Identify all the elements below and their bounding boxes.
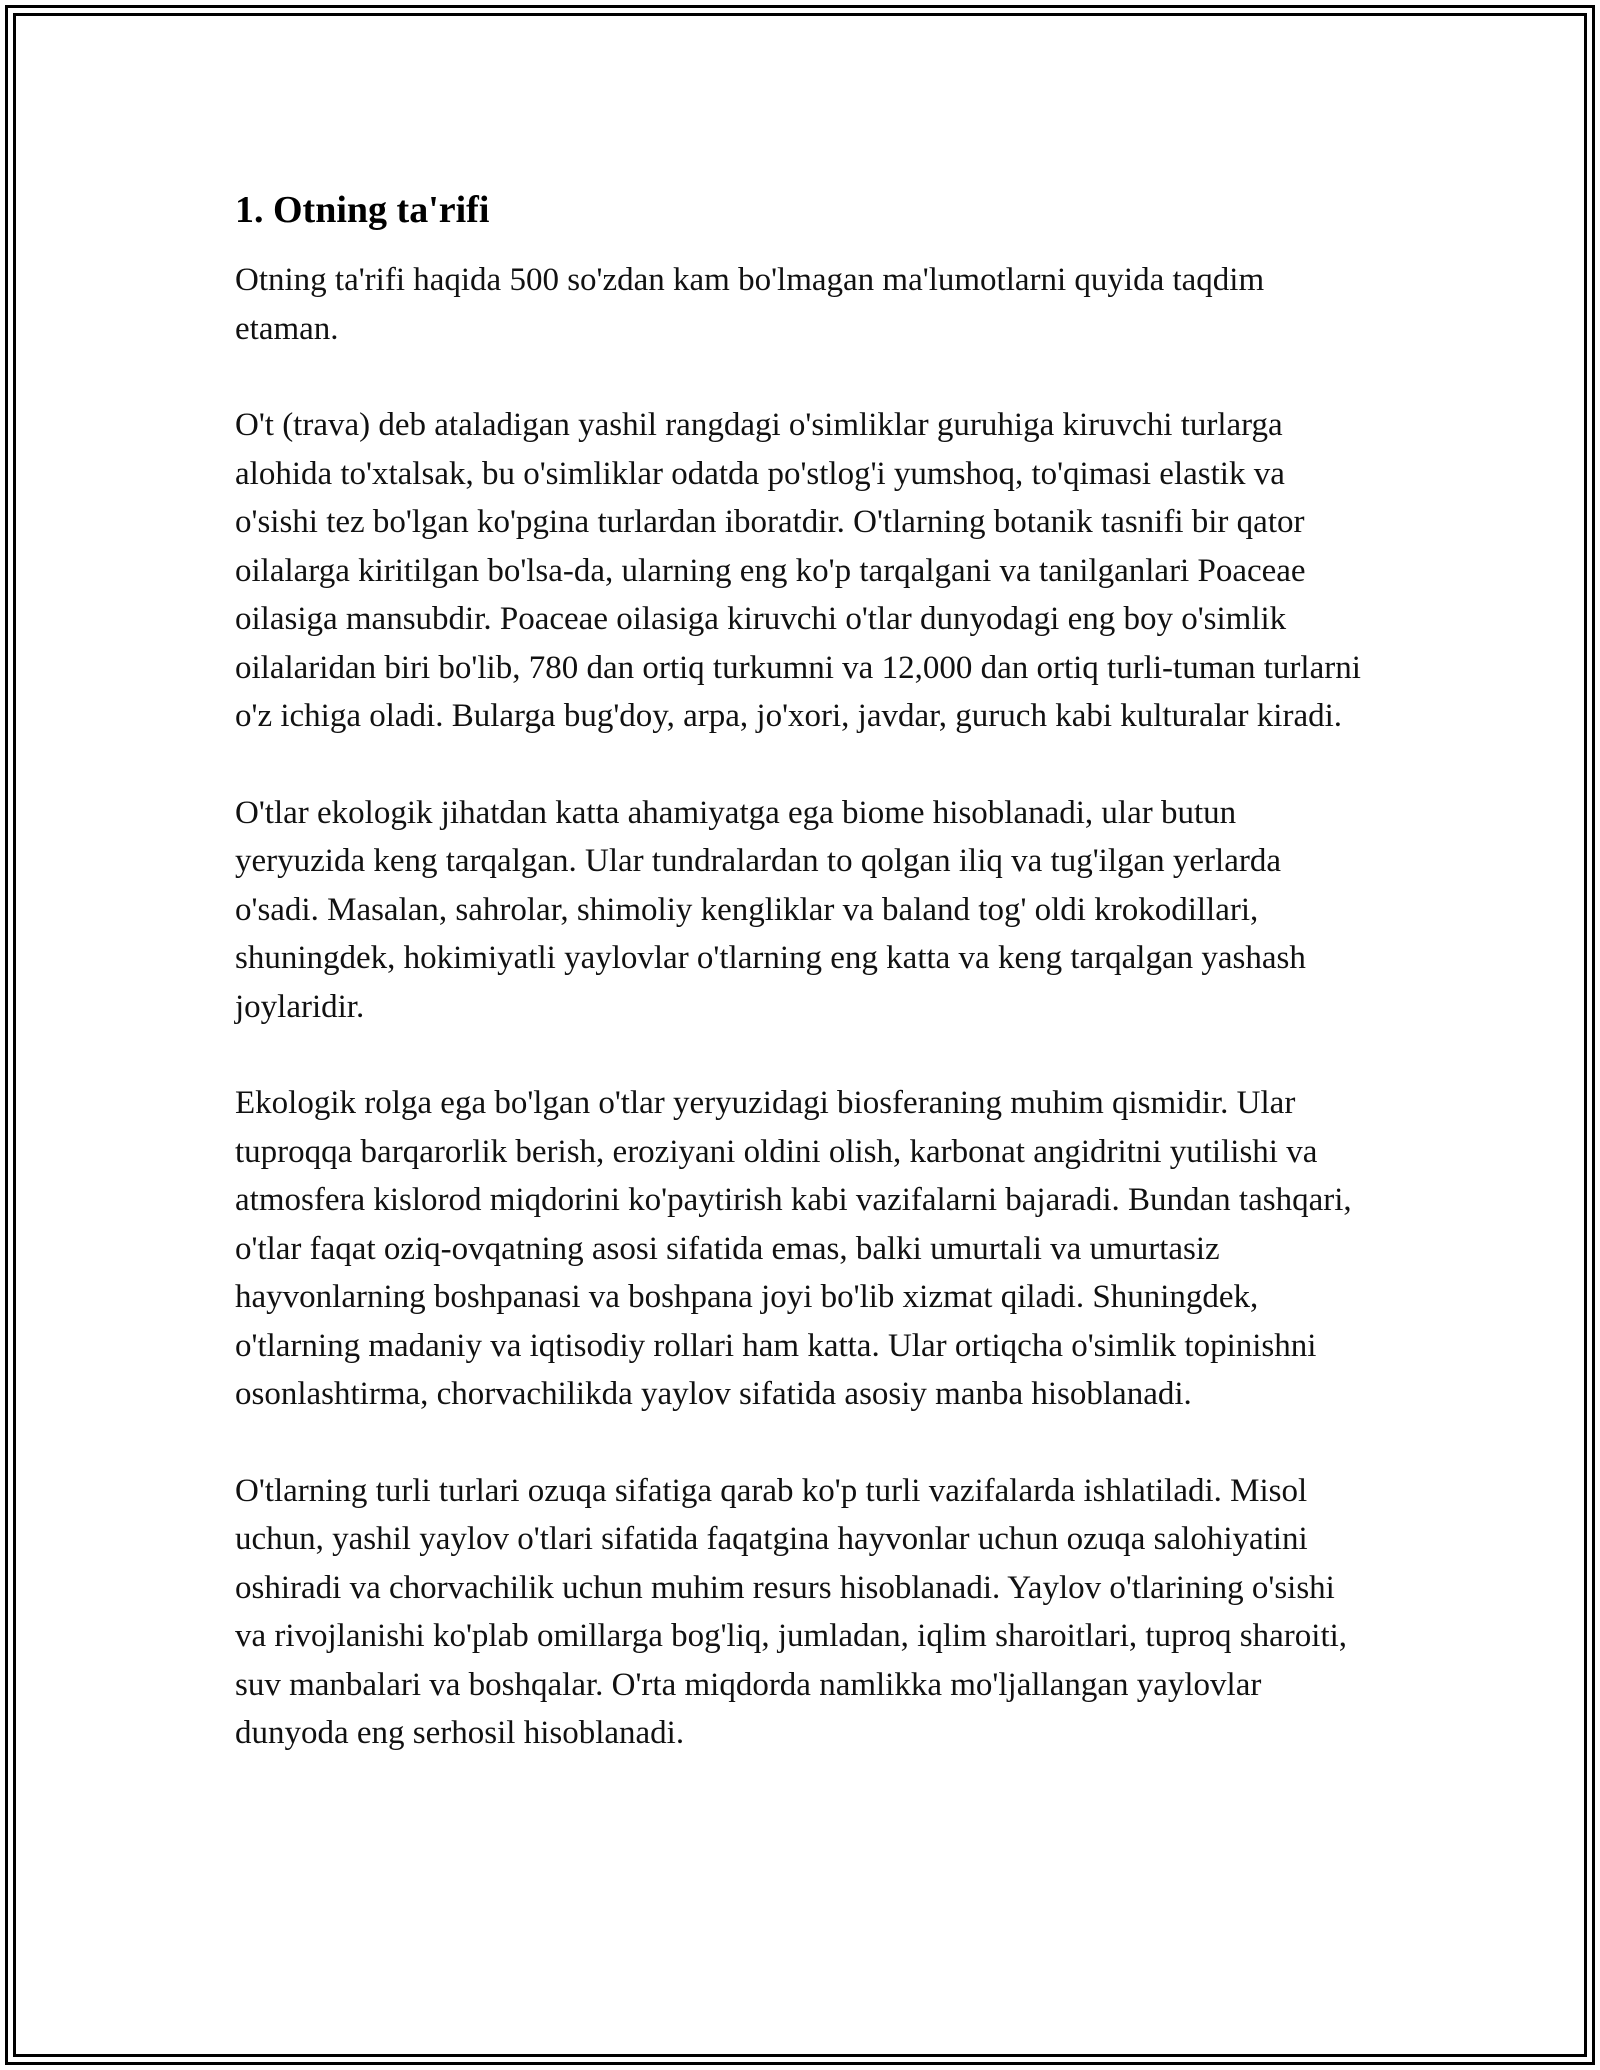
paragraph-ecological-role: Ekologik rolga ega bo'lgan o'tlar yeryuzidagi biosferaning muhim qismidir. Ular tuproqqa barqarorlik berish, eroziyani oldini olish, karbonat angidritni yutilishi va atmosfera kislorod miqdorini ko'paytirish kabi vazifalarni bajaradi. Bundan tashqari, o'tlar faqat oziq-ovqatning asosi sifatida emas, balki umurtali va umurtasiz hayvonlarning boshpanasi va boshpana joyi bo'lib xizmat qiladi. Shuningdek, o'tlarning madaniy va iqtisodiy rollari ham katta. Ular ortiqcha o'simlik topinishni osonlashtirma, chorvachilikda yaylov sifatida asosiy manba hisoblanadi. — [235, 1085, 1352, 1412]
paragraph-ecological-distribution: O'tlar ekologik jihatdan katta ahamiyatga ega biome hisoblanadi, ular butun yeryuzida keng tarqalgan. Ular tundralardan to qolgan iliq va tug'ilgan yerlarda o'sadi. Masalan, sahrolar, shimoliy kengliklar va baland tog' oldi krokodillari, shuningdek, hokimiyatli yaylovlar o'tlarning eng katta va keng tarqalgan yashash joylaridir. — [235, 794, 1306, 1025]
document-body — [235, 186, 1370, 1806]
paragraph-usage: O'tlarning turli turlari ozuqa sifatiga qarab ko'p turli vazifalarda ishlatiladi. Misol uchun, yashil yaylov o'tlari sifatida faqatgina hayvonlar uchun ozuqa salohiyatini oshiradi va chorvachilik uchun muhim resurs hisoblanadi. Yaylov o'tlarining o'sishi va rivojlanishi ko'plab omillarga bog'liq, jumladan, iqlim sharoitlari, tuproq sharoiti, suv manbalari va boshqalar. O'rta miqdorda namlikka mo'ljallangan yaylovlar dunyoda eng serhosil hisoblanadi. — [235, 1472, 1348, 1751]
paragraph-botanical-classification: O't (trava) deb ataladigan yashil rangdagi o'simliklar guruhiga kiruvchi turlarga alohida to'xtalsak, bu o'simliklar odatda po'stlog'i yumshoq, to'qimasi elastik va o'sishi tez bo'lgan ko'pgina turlardan iboratdir. O'tlarning botanik tasnifi bir qator oilalarga kiritilgan bo'lsa-da, ularning eng ko'p tarqalgani va tanilganlari Poaceae oilasiga mansubdir. Poaceae oilasiga kiruvchi o'tlar dunyodagi eng boy o'simlik oilalaridan biri bo'lib, 780 dan ortiq turkumni va 12,000 dan ortiq turli-tuman turlarni o'z ichiga oladi. Bularga bug'doy, arpa, jo'xori, javdar, guruch kabi kulturalar kiradi. — [235, 407, 1361, 734]
section-heading: 1. Otning ta'rifi — [235, 189, 490, 231]
paragraph-intro: Otning ta'rifi haqida 500 so'zdan kam bo'lmagan ma'lumotlarni quyida taqdim etaman. — [235, 262, 1265, 347]
